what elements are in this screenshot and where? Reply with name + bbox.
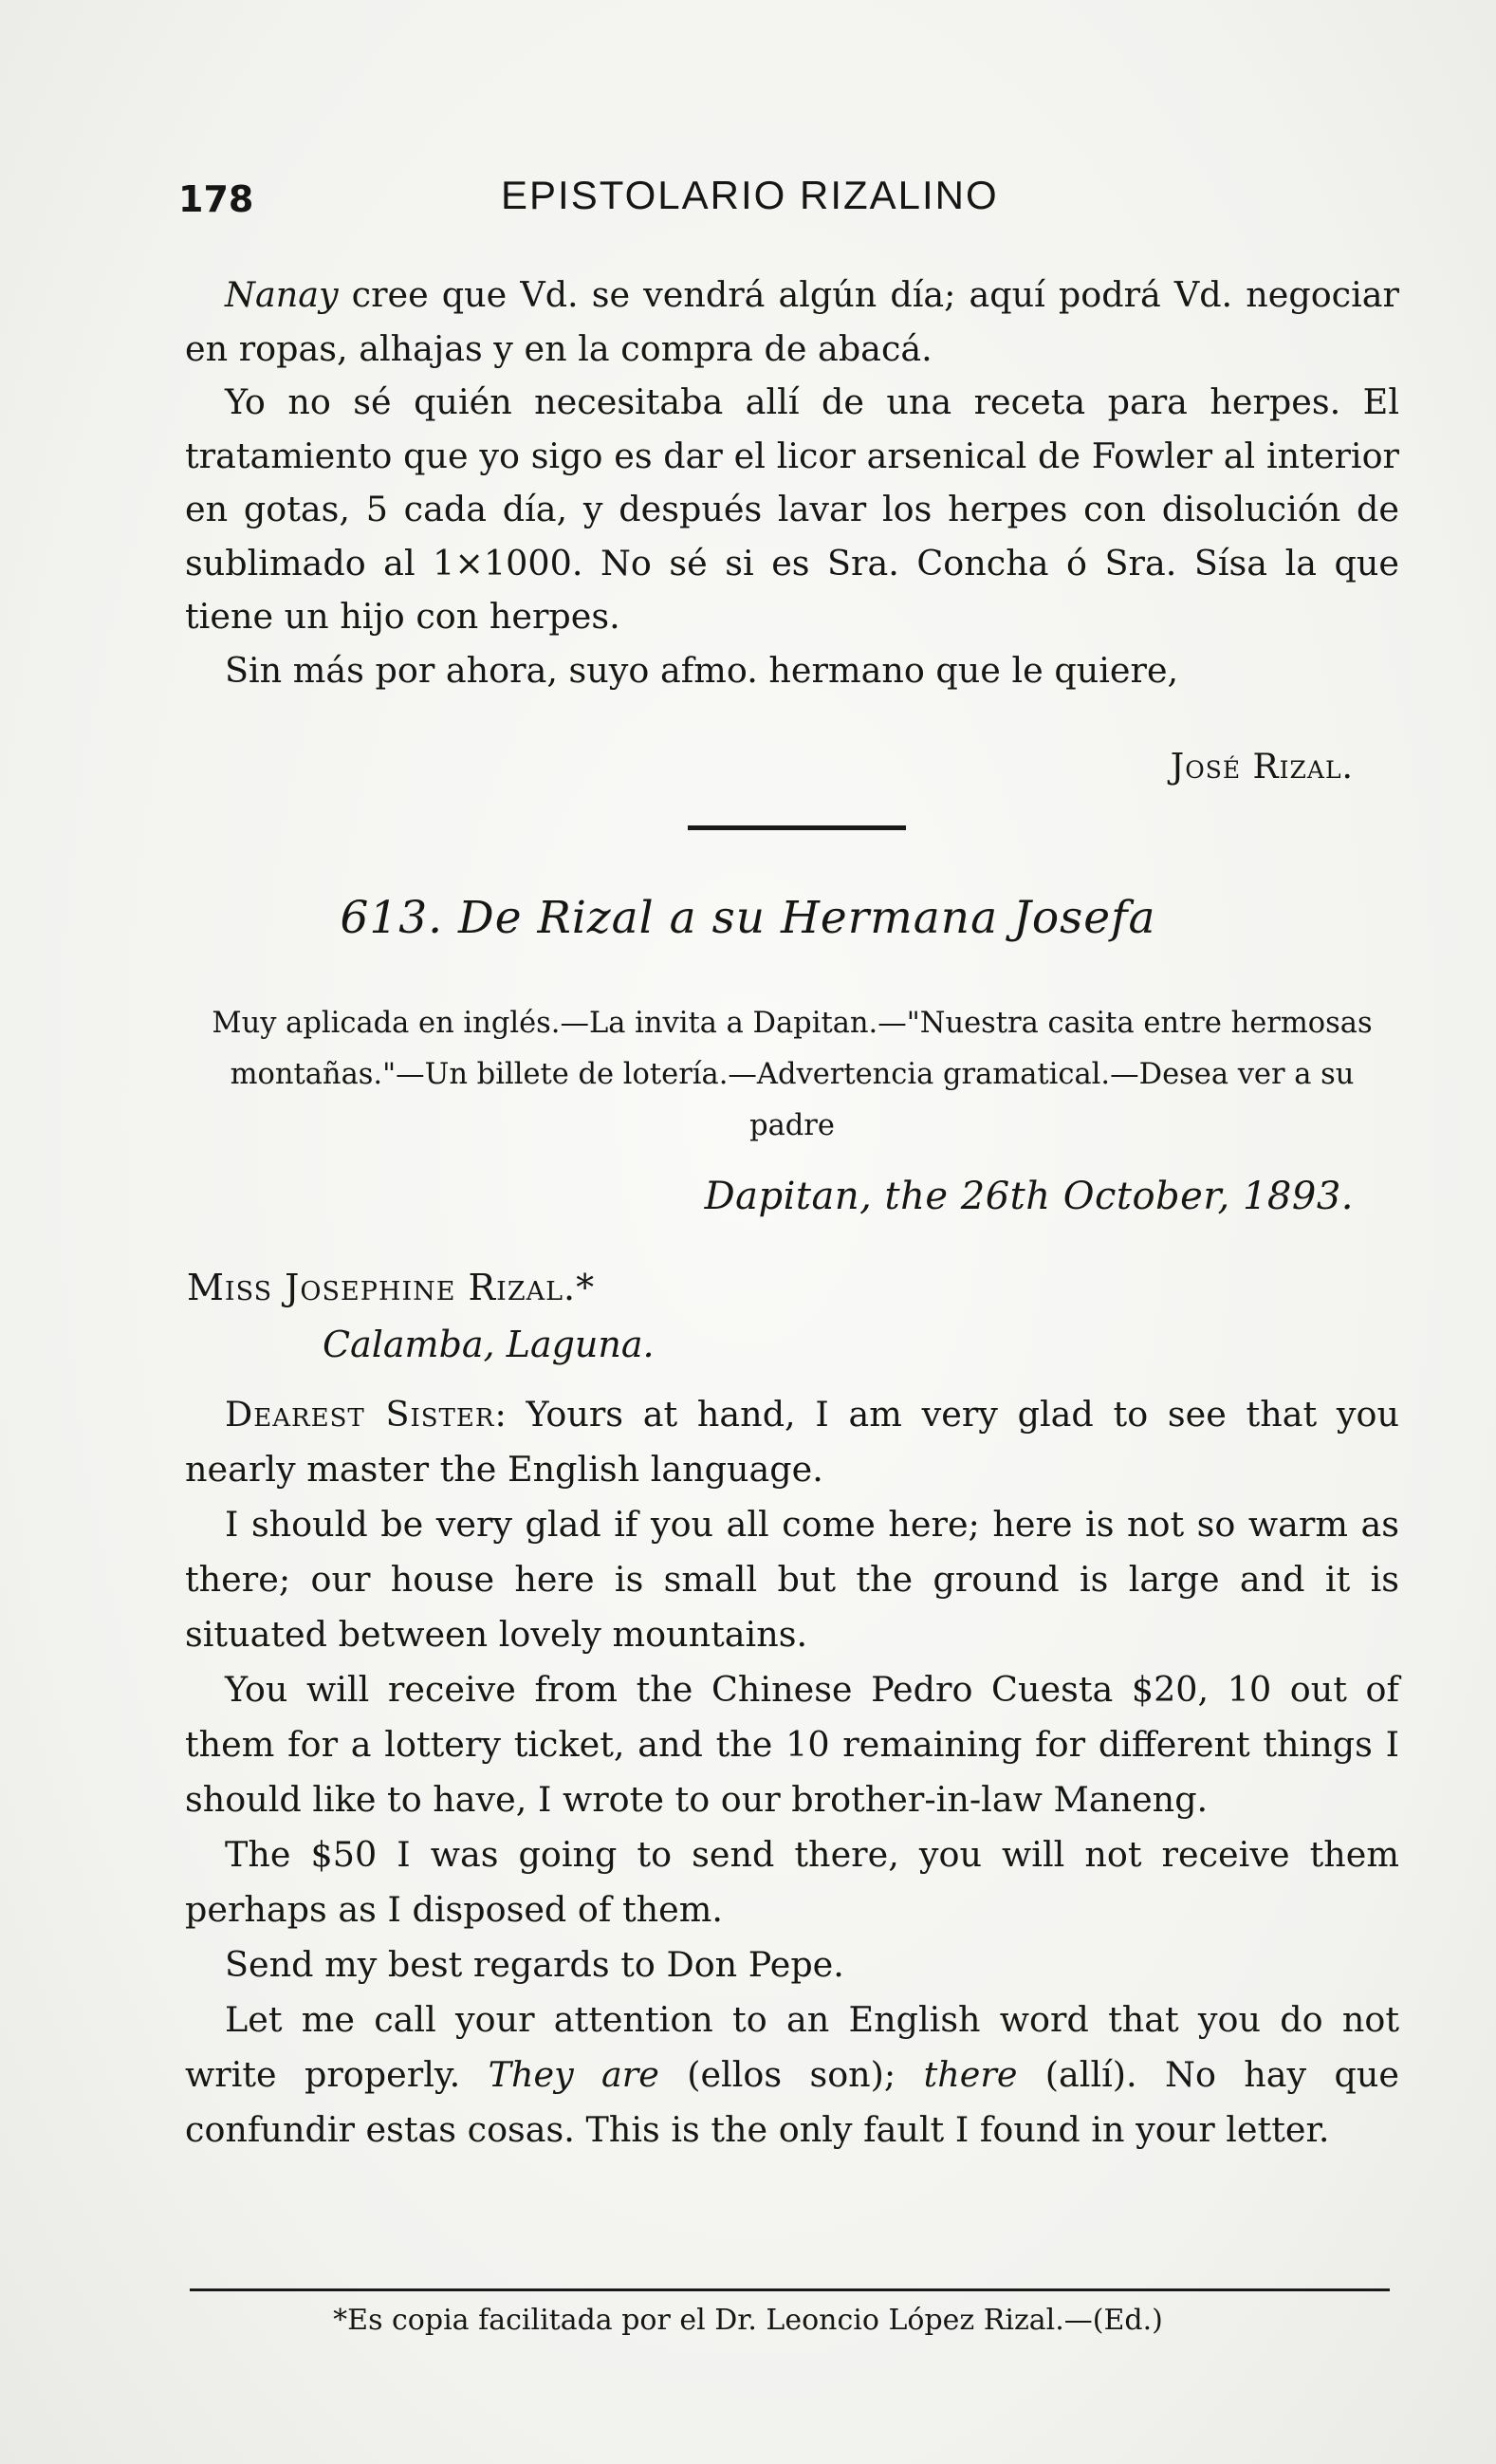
signature: José Rizal. [1170,748,1354,787]
paragraph: Yo no sé quién necesitaba allí de una receta para herpes. El tratamiento que yo sigo es dar el licor arsenical de Fowler al interior en gotas, 5 cada día, y después lavar los herpes con disolución de sublimado al 1×1000. No sé si es Sra. Concha ó Sra. Sísa la que tiene un hijo con herpes. [185,381,1399,637]
addressee [187,1267,595,1308]
addressee-name: Miss Josephine Rizal.* [187,1267,596,1308]
letter-summary: Muy aplicada en inglés.—La invita a Dapitan.—"Nuestra casita entre hermosas montañas."—Un billete de lotería.—Advertencia gramatical.—Desea ver a su padre [212,1007,1373,1142]
emphasis-nanay: Nanay [225,274,339,315]
paragraph-text: (ellos son); [658,2054,924,2095]
salutation: Dearest Sister [225,1394,495,1435]
running-title: EPISTOLARIO RIZALINO [501,173,999,217]
page-header [178,173,1402,230]
section-divider [688,825,906,830]
paragraph-text: (allí). No hay que confundir estas cosas. This is the only fault I found in your letter. [185,2054,1399,2150]
emphasis-they-are: They are [488,2054,659,2095]
paragraph [185,269,1399,376]
paragraph: You will receive from the Chinese Pedro Cuesta $20, 10 out of them for a lottery ticket, and the 10 remaining for different things I should like to have, I wrote to our brother-in-law Maneng. [185,1669,1399,1820]
paragraph-text: cree que Vd. se vendrá algún día; aquí podrá Vd. negociar en ropas, alhajas y en la compra de abacá. [185,274,1399,369]
paragraph: Sin más por ahora, suyo afmo. hermano que le quiere, [225,649,1179,691]
letter-body [185,1387,1399,2158]
footnote: *Es copia facilitada por el Dr. Leoncio López Rizal.—(Ed.) [333,2304,1163,2337]
address: Calamba, Laguna. [323,1324,655,1365]
paragraph: Send my best regards to Don Pepe. [225,1944,844,1985]
letter-title: 613. De Rizal a su Hermana Josefa [340,892,1156,944]
place-and-date: Dapitan, the 26th October, 1893. [704,1175,1354,1218]
paragraph-text: Let me call your attention to an English word that you do not write properly. [185,1999,1399,2095]
paragraph [185,1992,1399,2158]
paragraph-text: : Yours at hand, I am very glad to see that you nearly master the English language. [185,1394,1399,1490]
previous-letter-body [185,269,1399,697]
paragraph: The $50 I was going to send there, you will not receive them perhaps as I disposed of them. [185,1834,1399,1930]
page-number: 178 [178,178,254,220]
emphasis-there: there [923,2054,1018,2095]
paragraph: I should be very glad if you all come here; here is not so warm as there; our house here is small but the ground is large and it is situated between lovely mountains. [185,1504,1399,1655]
footnote-rule [190,2288,1390,2291]
paragraph [185,1387,1399,1497]
